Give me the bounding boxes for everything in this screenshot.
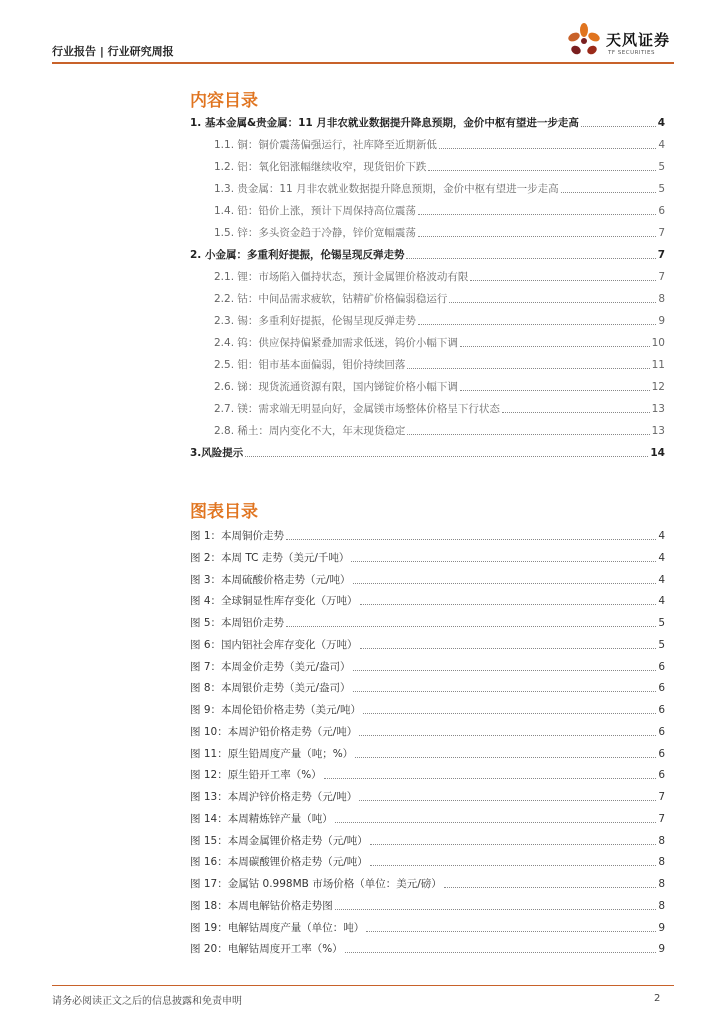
toc-leader-dots bbox=[407, 368, 649, 369]
figure-entry-page: 6 bbox=[658, 661, 665, 673]
figure-leader-dots bbox=[351, 561, 656, 562]
figure-entry-title: 图 6：国内铝社会库存变化（万吨） bbox=[190, 639, 358, 651]
figure-entry[interactable] bbox=[190, 590, 665, 608]
toc-entry[interactable] bbox=[190, 156, 665, 174]
figure-entry-page: 4 bbox=[658, 552, 665, 564]
figure-leader-dots bbox=[370, 844, 657, 845]
toc-entry-page: 8 bbox=[658, 293, 665, 305]
figure-entry-page: 8 bbox=[658, 878, 665, 890]
figure-entry[interactable] bbox=[190, 830, 665, 848]
toc-leader-dots bbox=[449, 302, 656, 303]
footer-divider bbox=[52, 985, 674, 986]
figure-entry[interactable] bbox=[190, 764, 665, 782]
toc-entry-title: 2.5. 钼：钼市基本面偏弱，钼价持续回落 bbox=[214, 359, 406, 371]
toc-entry[interactable] bbox=[190, 134, 665, 152]
figure-entry-title: 图 20：电解钴周度开工率（%） bbox=[190, 943, 343, 955]
toc-entry-page: 7 bbox=[657, 249, 665, 261]
figure-leader-dots bbox=[286, 626, 656, 627]
figure-entry-page: 5 bbox=[658, 639, 665, 651]
figure-entry[interactable] bbox=[190, 895, 665, 913]
toc-entry[interactable] bbox=[190, 244, 665, 262]
figure-entry-title: 图 9：本周伦铅价格走势（美元/吨） bbox=[190, 704, 362, 716]
toc-leader-dots bbox=[245, 456, 648, 457]
figure-entry-title: 图 10：本周沪铅价格走势（元/吨） bbox=[190, 726, 358, 738]
toc-leader-dots bbox=[470, 280, 656, 281]
figure-entry-title: 图 3：本周硫酸价格走势（元/吨） bbox=[190, 574, 351, 586]
toc-entry-page: 10 bbox=[651, 337, 665, 349]
toc-entry-page: 14 bbox=[650, 447, 665, 459]
toc-entry-title: 1.5. 锌：多头资金趋于冷静，锌价宽幅震荡 bbox=[214, 227, 416, 239]
toc-entry[interactable] bbox=[190, 288, 665, 306]
figure-leader-dots bbox=[370, 865, 657, 866]
toc-entry[interactable] bbox=[190, 178, 665, 196]
figure-leader-dots bbox=[286, 539, 656, 540]
toc-entry-title: 2.4. 钨：供应保持偏紧叠加需求低迷，钨价小幅下调 bbox=[214, 337, 458, 349]
figure-leader-dots bbox=[353, 583, 657, 584]
toc-entry-page: 5 bbox=[658, 183, 665, 195]
figure-entry-page: 4 bbox=[658, 530, 665, 542]
figure-leader-dots bbox=[360, 648, 657, 649]
figure-entry[interactable] bbox=[190, 917, 665, 935]
figure-entry-page: 8 bbox=[658, 835, 665, 847]
figure-entry-page: 5 bbox=[658, 617, 665, 629]
figure-leader-dots bbox=[360, 604, 657, 605]
toc-leader-dots bbox=[418, 324, 656, 325]
figure-entry-page: 6 bbox=[658, 769, 665, 781]
toc-entry[interactable] bbox=[190, 376, 665, 394]
figure-leader-dots bbox=[353, 670, 657, 671]
figure-entry-page: 4 bbox=[658, 574, 665, 586]
figure-leader-dots bbox=[335, 822, 657, 823]
toc-entry[interactable] bbox=[190, 398, 665, 416]
figure-entry-title: 图 19：电解钴周度产量（单位：吨） bbox=[190, 922, 365, 934]
toc-entry-title: 1.4. 铅：铅价上涨，预计下周保持高位震荡 bbox=[214, 205, 416, 217]
figure-entry-page: 8 bbox=[658, 856, 665, 868]
toc-entry-title: 2.7. 镁：需求端无明显向好，金属镁市场整体价格呈下行状态 bbox=[214, 403, 500, 415]
figure-entry-page: 6 bbox=[658, 726, 665, 738]
toc-entry-page: 7 bbox=[658, 271, 665, 283]
figure-entry[interactable] bbox=[190, 677, 665, 695]
toc-entry[interactable] bbox=[190, 442, 665, 460]
report-breadcrumb: 行业报告 | 行业研究周报 bbox=[52, 45, 174, 58]
figure-entry-page: 7 bbox=[658, 791, 665, 803]
figure-entry[interactable] bbox=[190, 699, 665, 717]
toc-entry[interactable] bbox=[190, 112, 665, 130]
toc-entry-title: 2.1. 锂：市场陷入僵持状态，预计金属锂价格波动有限 bbox=[214, 271, 469, 283]
flower-logo-icon bbox=[566, 22, 602, 60]
toc-entry-page: 7 bbox=[658, 227, 665, 239]
page-number: 2 bbox=[654, 993, 661, 1004]
toc-entry[interactable] bbox=[190, 420, 665, 438]
toc-entry-title: 2. 小金属：多重利好提振，伦锡呈现反弹走势 bbox=[190, 249, 405, 261]
figure-entry-title: 图 1：本周铜价走势 bbox=[190, 530, 285, 542]
toc-entry-page: 9 bbox=[658, 315, 665, 327]
toc-entry[interactable] bbox=[190, 200, 665, 218]
figure-entry-title: 图 11：原生铅周度产量（吨；%） bbox=[190, 748, 354, 760]
figure-entry-page: 9 bbox=[658, 943, 665, 955]
figure-entry-page: 6 bbox=[658, 748, 665, 760]
toc-entry-page: 4 bbox=[657, 117, 665, 129]
figure-entry[interactable] bbox=[190, 525, 665, 543]
figure-entry-title: 图 14：本周精炼锌产量（吨） bbox=[190, 813, 333, 825]
toc-leader-dots bbox=[439, 148, 656, 149]
figure-entry-page: 8 bbox=[658, 900, 665, 912]
toc-leader-dots bbox=[418, 236, 656, 237]
figure-leader-dots bbox=[359, 800, 656, 801]
figure-leader-dots bbox=[345, 952, 657, 953]
figure-entry[interactable] bbox=[190, 808, 665, 826]
figure-entry-title: 图 15：本周金属锂价格走势（元/吨） bbox=[190, 835, 368, 847]
figure-entry[interactable] bbox=[190, 612, 665, 630]
toc-entry-page: 11 bbox=[651, 359, 665, 371]
contents-title: 内容目录 bbox=[190, 91, 258, 111]
figure-entry-title: 图 4：全球铜显性库存变化（万吨） bbox=[190, 595, 358, 607]
toc-leader-dots bbox=[460, 390, 650, 391]
toc-entry-page: 5 bbox=[658, 161, 665, 173]
figure-entry[interactable] bbox=[190, 786, 665, 804]
figure-leader-dots bbox=[444, 887, 657, 888]
toc-entry-title: 1.2. 铝：氧化铝涨幅继续收窄，现货铝价下跌 bbox=[214, 161, 427, 173]
figure-leader-dots bbox=[359, 735, 656, 736]
figure-leader-dots bbox=[355, 757, 656, 758]
figure-entry-title: 图 2：本周 TC 走势（美元/千吨） bbox=[190, 552, 350, 564]
figure-leader-dots bbox=[335, 909, 657, 910]
toc-entry[interactable] bbox=[190, 354, 665, 372]
toc-entry-title: 1. 基本金属&贵金属：11 月非农就业数据提升降息预期，金价中枢有望进一步走高 bbox=[190, 117, 579, 129]
figure-entry[interactable] bbox=[190, 721, 665, 739]
figure-leader-dots bbox=[363, 713, 656, 714]
toc-leader-dots bbox=[406, 258, 655, 259]
toc-entry-title: 1.3. 贵金属：11 月非农就业数据提升降息预期，金价中枢有望进一步走高 bbox=[214, 183, 559, 195]
figure-entry-title: 图 8：本周银价走势（美元/盎司） bbox=[190, 682, 351, 694]
toc-leader-dots bbox=[407, 434, 649, 435]
figure-entry[interactable] bbox=[190, 743, 665, 761]
figure-entry-title: 图 17：金属钴 0.998MB 市场价格（单位：美元/磅） bbox=[190, 878, 442, 890]
figure-leader-dots bbox=[366, 931, 656, 932]
toc-entry-page: 12 bbox=[651, 381, 665, 393]
figure-entry-title: 图 7：本周金价走势（美元/盎司） bbox=[190, 661, 351, 673]
header-divider bbox=[52, 62, 674, 64]
toc-entry-page: 6 bbox=[658, 205, 665, 217]
toc-entry[interactable] bbox=[190, 310, 665, 328]
toc-entry-title: 2.8. 稀土：周内变化不大，年末现货稳定 bbox=[214, 425, 406, 437]
figure-entry-page: 4 bbox=[658, 595, 665, 607]
figure-entry[interactable] bbox=[190, 634, 665, 652]
figure-entry[interactable] bbox=[190, 851, 665, 869]
figure-entry[interactable] bbox=[190, 656, 665, 674]
toc-entry[interactable] bbox=[190, 222, 665, 240]
toc-entry[interactable] bbox=[190, 332, 665, 350]
footer-disclaimer: 请务必阅读正文之后的信息披露和免责申明 bbox=[52, 996, 242, 1007]
figure-entry[interactable] bbox=[190, 873, 665, 891]
toc-leader-dots bbox=[428, 170, 656, 171]
toc-entry-title: 2.6. 锑：现货流通资源有限，国内锑锭价格小幅下调 bbox=[214, 381, 458, 393]
toc-entry[interactable] bbox=[190, 266, 665, 284]
figures-title: 图表目录 bbox=[190, 502, 258, 522]
toc-entry-page: 13 bbox=[651, 403, 665, 415]
toc-entry-page: 4 bbox=[658, 139, 665, 151]
figure-entry-page: 9 bbox=[658, 922, 665, 934]
toc-leader-dots bbox=[581, 126, 656, 127]
figure-entry-title: 图 18：本周电解钴价格走势图 bbox=[190, 900, 333, 912]
toc-entry-title: 2.3. 锡：多重利好提振，伦锡呈现反弹走势 bbox=[214, 315, 416, 327]
toc-entry-page: 13 bbox=[651, 425, 665, 437]
figure-entry-title: 图 12：原生铅开工率（%） bbox=[190, 769, 322, 781]
toc-entry-title: 1.1. 铜：铜价震荡偏强运行，社库降至近期新低 bbox=[214, 139, 437, 151]
figure-entry[interactable] bbox=[190, 569, 665, 587]
figure-entry-title: 图 16：本周碳酸锂价格走势（元/吨） bbox=[190, 856, 368, 868]
figure-entry-title: 图 13：本周沪锌价格走势（元/吨） bbox=[190, 791, 358, 803]
logo-english-name: TF SECURITIES bbox=[608, 50, 655, 56]
page-header bbox=[0, 0, 724, 70]
toc-entry-title: 2.2. 钴：中间品需求疲软，钴精矿价格偏弱稳运行 bbox=[214, 293, 448, 305]
logo-chinese-name: 天风证券 bbox=[606, 31, 671, 49]
figure-entry[interactable] bbox=[190, 547, 665, 565]
figure-entry-page: 6 bbox=[658, 682, 665, 694]
toc-leader-dots bbox=[418, 214, 656, 215]
toc-leader-dots bbox=[460, 346, 650, 347]
figure-leader-dots bbox=[353, 691, 657, 692]
figure-leader-dots bbox=[324, 778, 657, 779]
toc-leader-dots bbox=[561, 192, 657, 193]
toc-leader-dots bbox=[502, 412, 650, 413]
toc-entry-title: 3.风险提示 bbox=[190, 447, 244, 459]
figure-entry-page: 6 bbox=[658, 704, 665, 716]
figure-entry-title: 图 5：本周铝价走势 bbox=[190, 617, 285, 629]
figure-entry[interactable] bbox=[190, 938, 665, 956]
figure-entry-page: 7 bbox=[658, 813, 665, 825]
company-logo bbox=[566, 22, 676, 62]
